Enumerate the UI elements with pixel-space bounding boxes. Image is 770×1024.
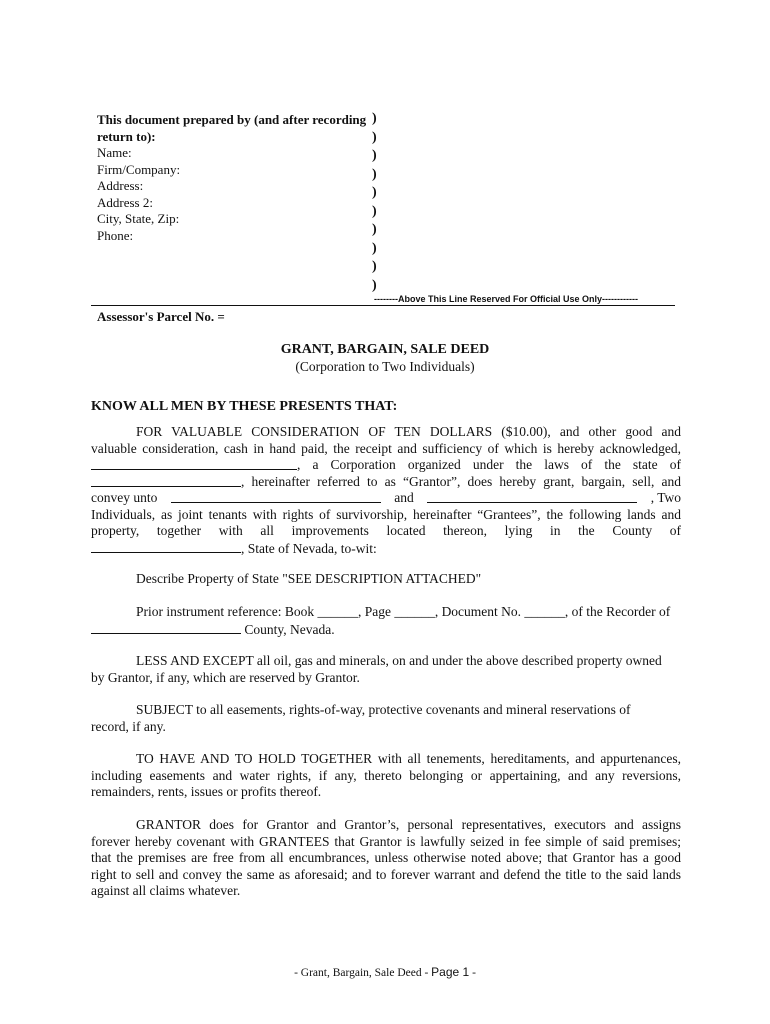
to-have-line-1: TO HAVE AND TO HOLD TOGETHER with all tenements, hereditaments, and appurtenances, [136, 751, 681, 766]
two-text: , Two [650, 490, 681, 505]
corporation-name-blank[interactable] [91, 457, 297, 470]
and-text: and [394, 490, 414, 505]
less-except-line-1: LESS AND EXCEPT all oil, gas and minerals, on and under the above described property owned [136, 653, 662, 668]
paren: ) [372, 222, 377, 237]
firm-label: Firm/Company: [97, 161, 181, 177]
paren: ) [372, 203, 377, 219]
consideration-line-6: Individuals, as joint tenants with rights of survivorship, hereinafter “Grantees”, the following lands and [91, 506, 681, 522]
grantor-line-5: against all claims whatever. [91, 883, 241, 898]
prior-instrument-line-1: Prior instrument reference: Book ______, Page ______, Document No. ______, of the Recorder of [136, 604, 671, 619]
footer-end: - [469, 967, 476, 979]
county-blank[interactable] [91, 540, 241, 553]
paren: ) [372, 166, 377, 182]
footer-doc-name: - Grant, Bargain, Sale Deed - [294, 967, 432, 979]
grantee2-blank[interactable] [427, 490, 637, 503]
less-except-paragraph [91, 653, 681, 686]
prepared-by-line2: return to): [97, 128, 156, 144]
deed-title: GRANT, BARGAIN, SALE DEED [280, 342, 490, 357]
parenthesis-column [372, 110, 377, 295]
consideration-line-3 [91, 457, 681, 474]
county-nevada-text: County, Nevada. [241, 621, 335, 637]
to-have-line-3: remainders, rents, issues or profits thereof. [91, 784, 322, 799]
grantor-line-4: right to sell and convey the same as aforesaid; and to forever warrant and defend the title to the said lands [91, 866, 681, 882]
recorder-county-blank[interactable] [91, 621, 241, 634]
paren: ) [372, 259, 377, 274]
to-have-paragraph [91, 751, 681, 801]
city-state-zip-label: City, State, Zip: [97, 211, 180, 226]
assessor-parcel-label: Assessor's Parcel No. = [97, 309, 225, 324]
phone-label: Phone: [97, 227, 134, 243]
grantor-line-2: forever hereby covenant with GRANTEES that Grantor is lawfully seized in fee simple of said premises; [91, 833, 681, 849]
describe-property-paragraph [91, 571, 681, 588]
grantor-line-3: that the premises are free from all encumbrances, unless otherwise noted above; that Grantor has a good [91, 850, 681, 865]
name-label: Name: [97, 145, 132, 160]
preparer-block [97, 112, 387, 244]
deed-subtitle: (Corporation to Two Individuals) [295, 359, 475, 374]
consideration-paragraph [91, 424, 681, 557]
prior-instrument-line-2 [91, 621, 681, 639]
paren: ) [372, 129, 377, 145]
subject-line-2: record, if any. [91, 718, 166, 734]
less-except-line-2: by Grantor, if any, which are reserved by Grantor. [91, 669, 360, 685]
subject-line-1: SUBJECT to all easements, rights-of-way, protective covenants and mineral reservations of [136, 702, 631, 717]
consideration-line-4 [91, 474, 681, 491]
prior-instrument-paragraph [91, 604, 681, 638]
subject-paragraph [91, 702, 681, 735]
grantor-line-1: GRANTOR does for Grantor and Grantor’s, personal representatives, executors and assigns [136, 817, 681, 832]
grantor-covenant-paragraph [91, 817, 681, 900]
address2-label: Address 2: [97, 194, 153, 210]
footer-page-number: Page 1 [431, 965, 470, 979]
paren: ) [372, 185, 377, 200]
grantor-text: , hereinafter referred to as “Grantor”, does hereby grant, bargain, sell, and [241, 473, 681, 489]
paren: ) [372, 111, 377, 126]
consideration-line-7: property, together with all improvements located thereon, lying in the County of [91, 523, 681, 538]
page-footer [0, 965, 770, 979]
corporation-text: , a Corporation organized under the laws of the state of [297, 457, 681, 472]
state-of-nevada-text: , State of Nevada, to-wit: [241, 540, 377, 556]
consideration-line-5 [91, 490, 681, 507]
grantee1-blank[interactable] [171, 490, 381, 503]
paren: ) [372, 148, 377, 163]
address-label: Address: [97, 178, 144, 193]
prepared-by-line1: This document prepared by (and after recording [97, 112, 367, 127]
know-all-men-heading: KNOW ALL MEN BY THESE PRESENTS THAT: [91, 399, 398, 414]
official-use-line: --------Above This Line Reserved For Official Use Only------------ [374, 294, 638, 304]
describe-property-text: Describe Property of State "SEE DESCRIPTION ATTACHED" [136, 571, 482, 586]
consideration-line-1: FOR VALUABLE CONSIDERATION OF TEN DOLLARS ($10.00), and other good and [136, 424, 681, 439]
to-have-line-2: including easements and water rights, if any, thereto belonging or appertaining, and any reversions, [91, 767, 681, 783]
consideration-line-2: valuable consideration, cash in hand paid, the receipt and sufficiency of which is hereby acknowledged, [91, 440, 681, 456]
divider-rule [91, 305, 675, 306]
state-blank[interactable] [91, 474, 241, 487]
paren: ) [372, 277, 377, 293]
convey-unto-text: convey unto [91, 490, 158, 505]
consideration-line-8 [91, 540, 681, 558]
paren: ) [372, 240, 377, 256]
